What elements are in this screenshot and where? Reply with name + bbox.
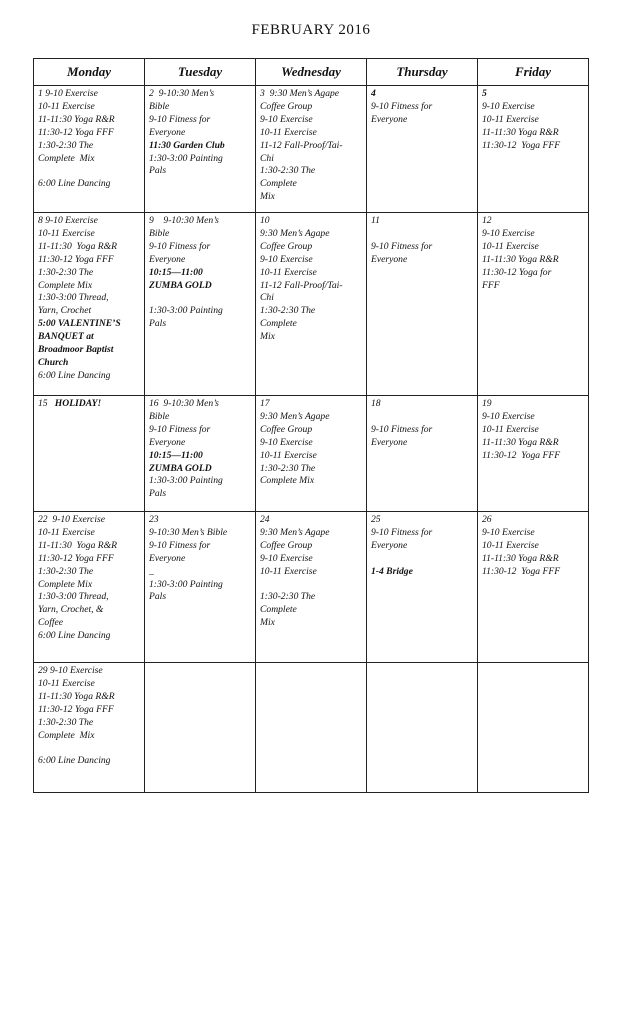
event-line: 9-10 Fitness for [371,100,433,112]
event-line: 10-11 Exercise [482,539,539,551]
day-cell [34,396,145,512]
event-line: 6:00 Line Dancing [38,630,111,642]
week-row-2 [34,213,589,396]
event-line: Chi [260,152,274,164]
event-line: Everyone [371,113,408,125]
event-line: Pals [149,488,167,500]
event-line: 9:30 Men’s Agape [260,526,330,538]
day-cell [367,663,478,793]
event-line [38,165,141,178]
event-line: 2 9-10:30 Men’s [149,88,215,99]
event-line: Church [38,356,69,368]
event-line: 1:30-3:00 Painting [149,305,223,317]
event-line: 26 [482,514,492,525]
day-cell [256,663,367,793]
event-line: 9-10 Exercise [482,100,535,112]
event-line: Complete [260,318,297,330]
event-line: Complete [260,604,297,616]
day-cell [478,213,589,396]
event-line: 9-10 Exercise [260,436,313,448]
event-line: Pals [149,318,167,330]
event-line: 9-10:30 Men’s Bible [149,526,228,538]
event-line: Everyone [371,539,408,551]
event-line: 1:30-2:30 The [260,305,316,317]
day-cell [145,213,256,396]
event-line: 9-10 Exercise [482,410,535,422]
event-line: Broadmoor Baptist [38,344,114,356]
event-line: Coffee Group [260,240,313,252]
event-line: Coffee Group [260,100,313,112]
day-cell [256,86,367,213]
event-line: 11:30-12 Yoga for [482,266,552,278]
event-line: Everyone [149,552,186,564]
event-line: 11-11:30 Yoga R&R [482,552,559,564]
event-line: Mix [260,191,275,203]
event-line: 11:30-12 Yoga FFF [482,139,561,151]
event-line: 10-11 Exercise [38,100,95,112]
event-line: 10-11 Exercise [260,565,317,577]
event-line: 9-10 Fitness for [371,423,433,435]
event-line: 9-10 Exercise [482,227,535,239]
event-line [149,292,252,305]
event-line: 29 9-10 Exercise [38,665,103,676]
event-line: 1-4 Bridge [371,565,413,577]
week-row-1 [34,86,589,213]
event-line: 4 [371,88,376,99]
day-cell [145,396,256,512]
event-line: 10-11 Exercise [38,526,95,538]
event-line: _ [149,565,154,577]
event-line: 11-11:30 Yoga R&R [482,436,559,448]
event-line: 10:15—11:00 [149,266,203,278]
event-line: 1:30-2:30 The [260,462,316,474]
event-line: 18 [371,398,381,409]
event-line: 10-11 Exercise [260,126,317,138]
event-line: 11:30-12 Yoga FFF [38,126,114,138]
event-line: 12 [482,215,492,226]
event-line: 11:30-12 Yoga FFF [38,703,114,715]
event-line: Coffee Group [260,539,313,551]
event-line: 11-12 Fall-Proof/Tai- [260,279,343,291]
weekday-header-tuesday: Tuesday [145,59,256,86]
event-line: Complete Mix [38,729,95,741]
event-line: 11 [371,215,380,226]
event-line: 1:30-3:00 Painting [149,578,223,590]
day-cell [367,396,478,512]
day-cell [256,213,367,396]
event-line: 24 [260,514,270,525]
day-cell [478,512,589,663]
event-line: 11:30-12 Yoga FFF [482,449,561,461]
event-line: Everyone [371,436,408,448]
event-line: 9-10 Fitness for [149,423,211,435]
calendar-table [33,58,589,793]
event-line: 10-11 Exercise [260,266,317,278]
event-line: 6:00 Line Dancing [38,178,111,190]
event-line: 11-11:30 Yoga R&R [38,240,117,252]
event-line: BANQUET at [38,331,94,343]
day-cell [256,396,367,512]
event-line: 11-11:30 Yoga R&R [38,113,115,125]
day-cell [34,512,145,663]
day-cell [145,86,256,213]
event-line: 1 9-10 Exercise [38,88,98,99]
event-line: 10-11 Exercise [260,449,317,461]
event-line [371,553,474,566]
weekday-header-thursday: Thursday [367,59,478,86]
event-line: 9 9-10:30 Men’s [149,215,219,226]
event-line: Complete Mix [38,279,93,291]
event-line: 5:00 VALENTINE’S [38,318,121,330]
event-line [38,742,141,755]
day-cell [145,663,256,793]
day-cell [34,86,145,213]
day-cell [256,512,367,663]
event-line: 19 [482,398,492,409]
event-line: 10:15—11:00 [149,449,203,461]
event-line: 6:00 Line Dancing [38,755,111,767]
event-line: Pals [149,165,167,177]
event-line [260,579,363,592]
event-line: 11-11:30 Yoga R&R [38,539,117,551]
event-line: 1:30-2:30 The [38,139,94,151]
event-line: 11:30 Garden Club [149,139,225,151]
event-line: Complete Mix [260,475,315,487]
event-line: Bible [149,227,170,239]
event-line: Yarn, Crochet, & [38,604,104,616]
event-line: 15 HOLIDAY! [38,398,102,409]
event-line: 11:30-12 Yoga FFF [482,565,561,577]
calendar-title: FEBRUARY 2016 [251,22,371,38]
event-line: 9-10 Fitness for [149,113,211,125]
event-line: Mix [260,331,275,343]
weekday-header-wednesday: Wednesday [256,59,367,86]
day-cell [478,86,589,213]
event-line: Complete [260,178,297,190]
event-line: 1:30-2:30 The [260,591,316,603]
day-cell [145,512,256,663]
event-line: 16 9-10:30 Men’s [149,398,219,409]
event-line: 1:30-2:30 The [38,565,94,577]
event-line: 1:30-3:00 Painting [149,475,223,487]
event-line: Complete Mix [38,152,95,164]
event-line: 9-10 Fitness for [149,539,211,551]
event-line: 9-10 Exercise [260,113,313,125]
event-line: 10-11 Exercise [482,423,539,435]
week-row-3 [34,396,589,512]
event-line: 8 9-10 Exercise [38,215,98,226]
event-line: 10-11 Exercise [38,677,95,689]
event-line: 1:30-3:00 Thread, [38,292,109,304]
event-line: 10 [260,215,270,226]
event-line: 10-11 Exercise [482,113,539,125]
event-line: 11-11:30 Yoga R&R [38,690,115,702]
event-line: Everyone [149,436,186,448]
event-line: 1:30-2:30 The [260,165,316,177]
event-line: 3 9:30 Men’s Agape [260,88,340,99]
day-cell [367,213,478,396]
event-line: 9-10 Exercise [260,253,313,265]
event-line: Bible [149,410,170,422]
event-line: 25 [371,514,381,525]
event-line: 5 [482,88,487,99]
event-line: Coffee Group [260,423,313,435]
event-line: FFF [482,279,500,291]
event-line: 9-10 Exercise [260,552,313,564]
event-line: 1:30-2:30 The [38,266,94,278]
event-line: Coffee [38,617,64,629]
day-cell [367,512,478,663]
event-line: Everyone [149,126,186,138]
event-line: 11-11:30 Yoga R&R [482,126,559,138]
weekday-header-row [34,59,589,86]
event-line: 9:30 Men’s Agape [260,410,330,422]
week-row-5 [34,663,589,793]
day-cell [478,663,589,793]
event-line: Bible [149,100,170,112]
event-line: 10-11 Exercise [38,227,95,239]
week-row-4 [34,512,589,663]
event-line: 9-10 Fitness for [149,240,211,252]
event-line: 22 9-10 Exercise [38,514,106,525]
day-cell [34,663,145,793]
event-line: 9-10 Fitness for [371,240,433,252]
event-line: 6:00 Line Dancing [38,369,111,381]
event-line: 11-12 Fall-Proof/Tai- [260,139,343,151]
event-line: Complete Mix [38,578,93,590]
event-line [371,228,474,241]
day-cell [367,86,478,213]
event-line: Everyone [149,253,186,265]
day-cell [34,213,145,396]
weekday-header-monday: Monday [34,59,145,86]
event-line [371,411,474,424]
event-line: 1:30-3:00 Thread, [38,591,109,603]
event-line: 10-11 Exercise [482,240,539,252]
event-line: 23 [149,514,159,525]
event-line: 11:30-12 Yoga FFF [38,552,114,564]
event-line: 9-10 Exercise [482,526,535,538]
event-line: Mix [260,617,275,629]
event-line: 9-10 Fitness for [371,526,433,538]
event-line: 9:30 Men’s Agape [260,227,330,239]
event-line: 1:30-3:00 Painting [149,152,223,164]
event-line: ZUMBA GOLD [149,279,212,291]
event-line: 1:30-2:30 The [38,716,94,728]
event-line: 11:30-12 Yoga FFF [38,253,114,265]
weekday-header-friday: Friday [478,59,589,86]
day-cell [478,396,589,512]
event-line: ZUMBA GOLD [149,462,212,474]
event-line: Chi [260,292,274,304]
event-line: Pals [149,591,167,603]
event-line: 17 [260,398,270,409]
event-line: 11-11:30 Yoga R&R [482,253,559,265]
event-line: Everyone [371,253,408,265]
event-line: Yarn, Crochet [38,305,92,317]
